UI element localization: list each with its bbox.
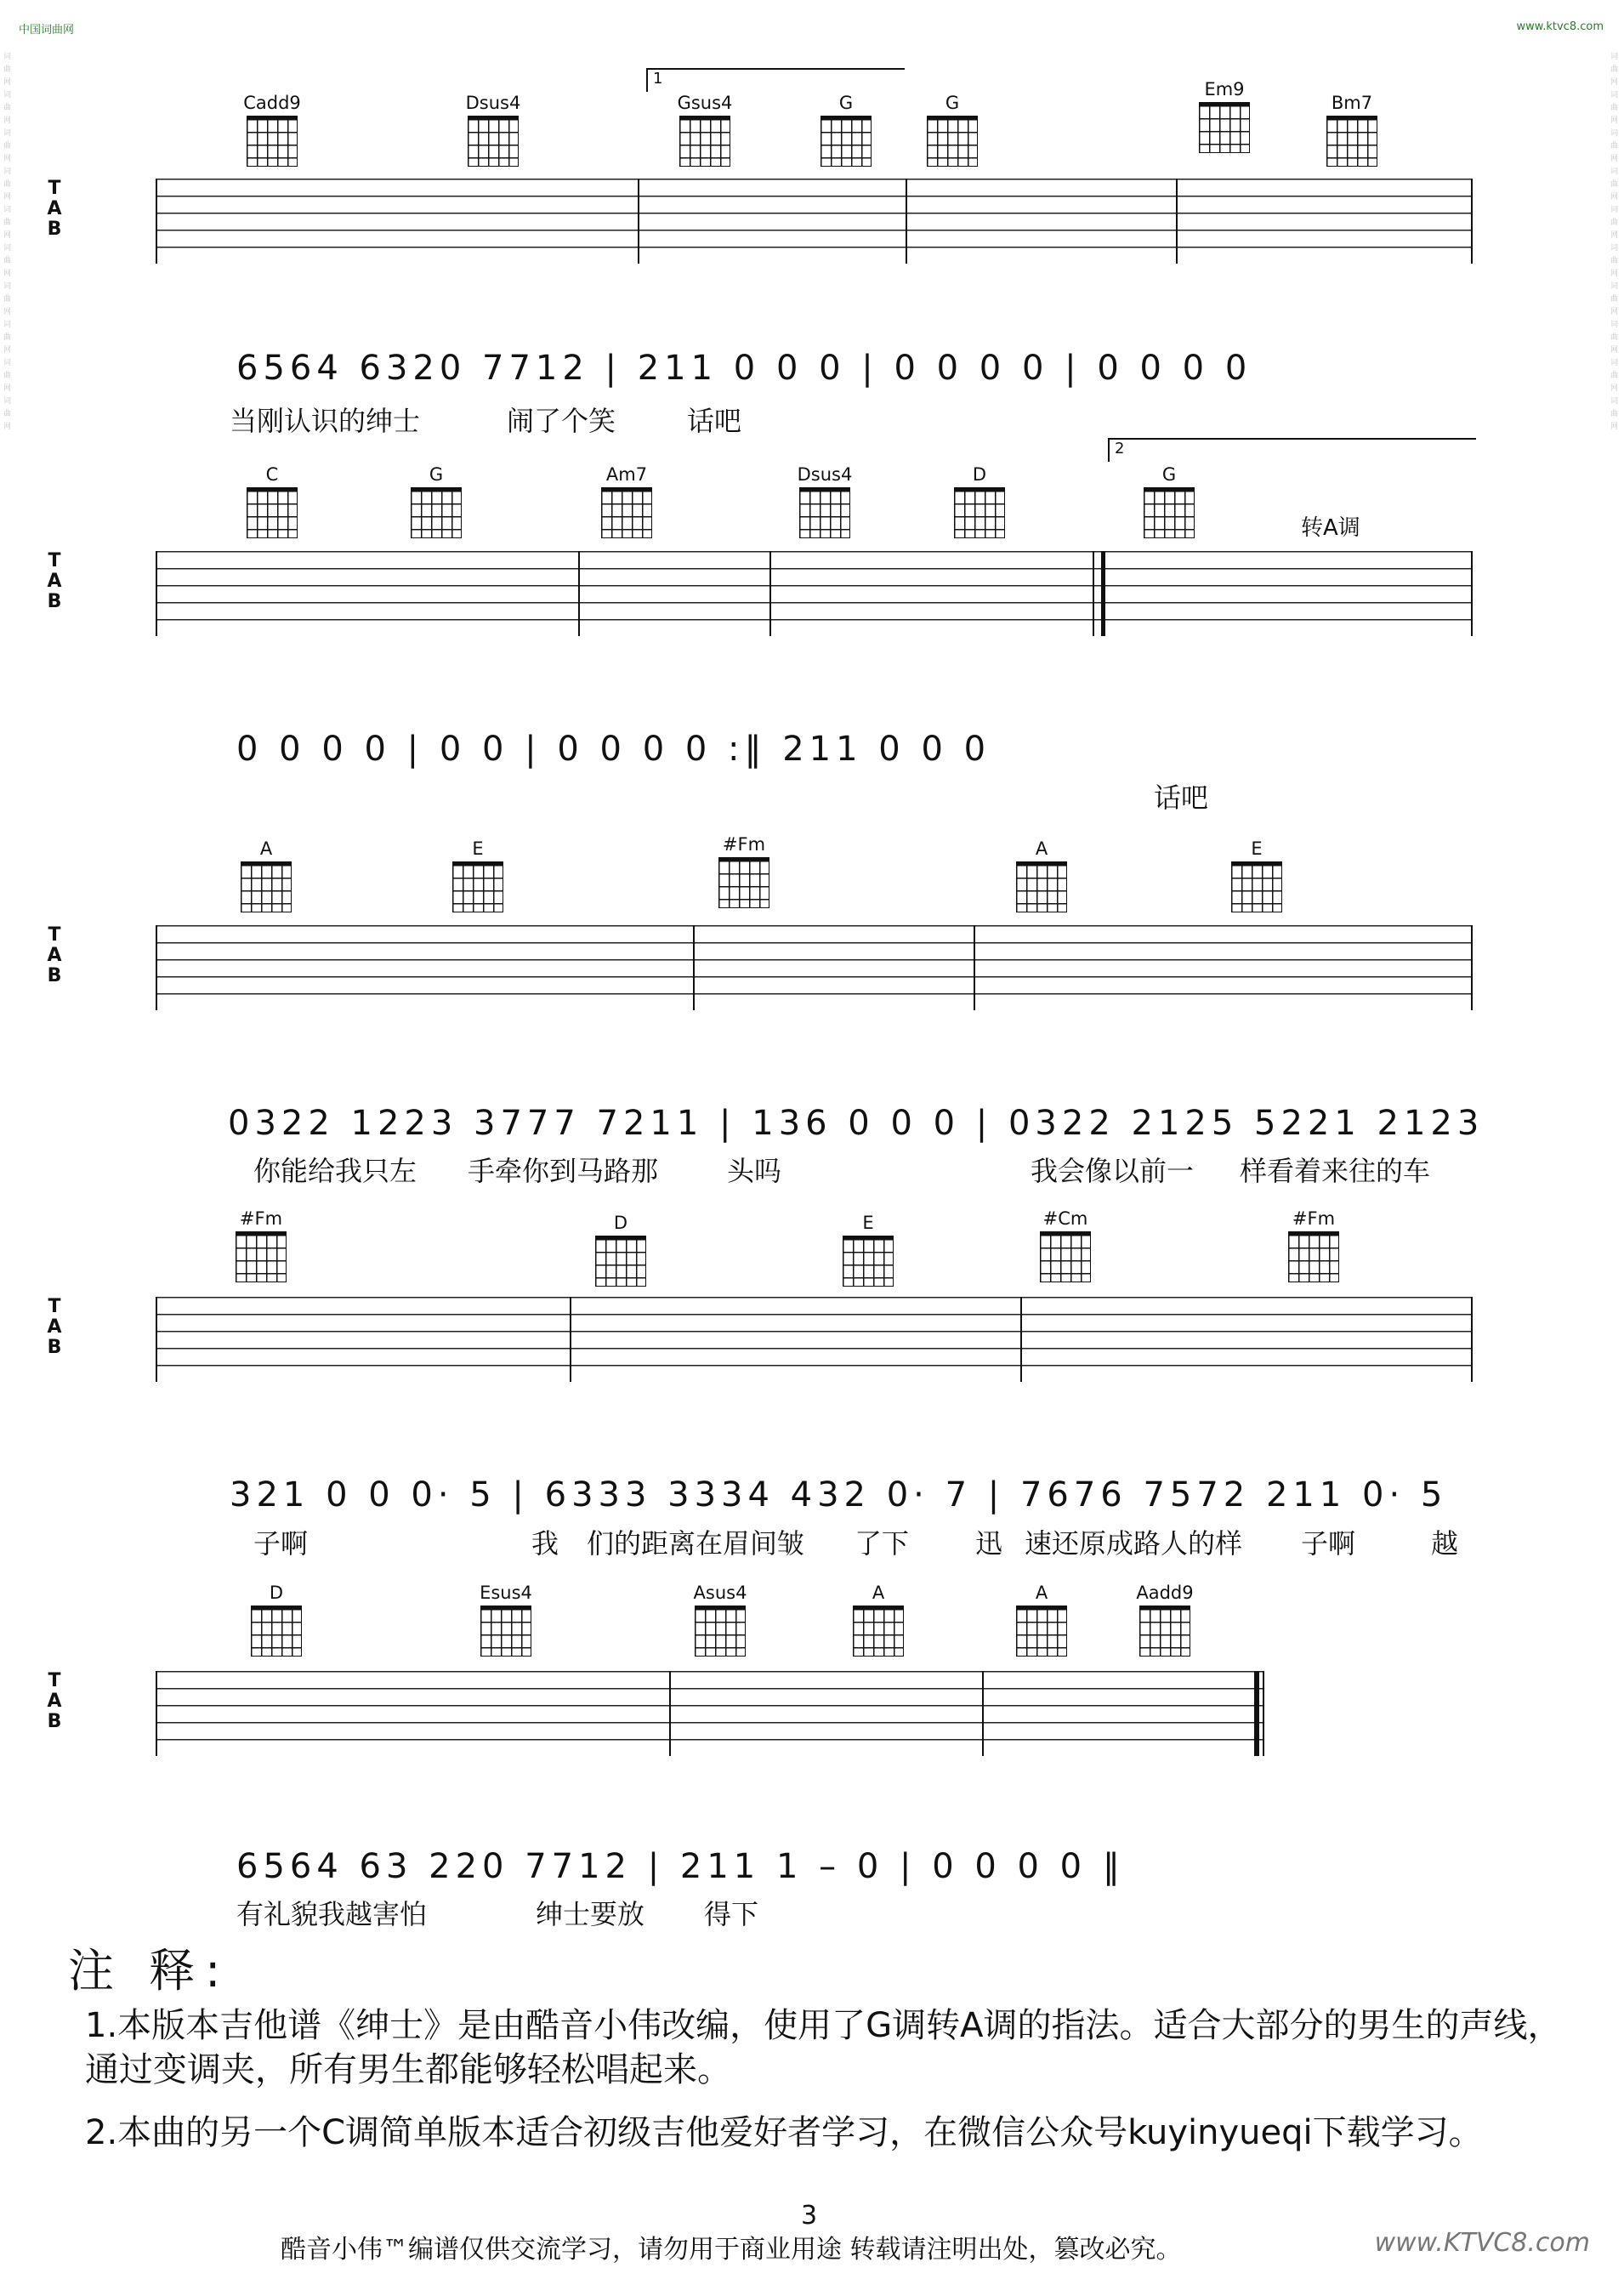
chord-name: E	[862, 1213, 874, 1233]
fretboard-grid	[954, 487, 1005, 538]
lyric: 样看着来往的车	[1240, 1155, 1431, 1187]
barline	[906, 179, 907, 264]
chord-name: G	[945, 93, 960, 113]
lyric: 闹了个笑	[507, 405, 616, 437]
chord-name: A	[259, 838, 273, 859]
tab-staff	[156, 1297, 1473, 1382]
volta-bracket-2: 2	[1108, 438, 1476, 462]
lyric: 你能给我只左	[253, 1155, 417, 1187]
site-logo: www.KTVC8.com	[1374, 2228, 1590, 2258]
fretboard-grid	[1144, 487, 1195, 538]
final-barline	[1254, 1671, 1259, 1756]
lyric: 得下	[704, 1898, 759, 1930]
fretboard-grid	[1199, 102, 1250, 153]
margin-watermark-right: 词曲网词曲网词曲网词曲网词曲网词曲网词曲网词曲网词曲网词曲网	[1610, 53, 1619, 431]
notes-heading: 注 释:	[68, 1944, 231, 1998]
chord-diagram	[1012, 1582, 1071, 1657]
lyric: 话吧	[687, 405, 742, 437]
chord-diagram	[406, 463, 466, 538]
chord-name: A	[1035, 1583, 1048, 1603]
chord-diagram	[849, 1582, 908, 1657]
chord-diagram	[231, 1208, 291, 1282]
chord-name: Dsus4	[465, 93, 521, 113]
chord-name: G	[1161, 464, 1177, 485]
numbered-notation: 0322 1223 3777 7211 | 136 0 0 0 | 0322 2125 5221 2123	[228, 1104, 1485, 1143]
barline	[578, 551, 580, 636]
chord-name: Asus4	[693, 1583, 747, 1603]
chord-diagram	[247, 1582, 306, 1657]
tab-clef: T A B	[47, 1296, 62, 1358]
site-name-left: 中国词曲网	[19, 24, 75, 37]
page-number: 3	[801, 2201, 818, 2231]
repeat-barline	[1093, 551, 1094, 636]
fretboard-grid	[411, 487, 462, 538]
barline	[982, 1671, 984, 1756]
fretboard-grid	[601, 487, 652, 538]
chord-diagram	[714, 833, 774, 908]
tab-staff	[156, 179, 1473, 264]
chord-name: #Fm	[239, 1208, 283, 1229]
lyric: 们的距离在眉间皱	[587, 1527, 805, 1560]
fretboard-grid	[695, 1606, 746, 1657]
chord-diagram	[591, 1212, 650, 1287]
lyric: 我会像以前一	[1031, 1155, 1195, 1187]
lyric: 子啊	[1301, 1527, 1356, 1560]
lyric: 迅	[975, 1527, 1003, 1560]
lyric: 子啊	[253, 1527, 309, 1560]
fretboard-grid	[679, 116, 730, 167]
tab-staff	[156, 551, 1473, 636]
lyric: 了下	[855, 1527, 910, 1560]
chord-name: A	[872, 1583, 885, 1603]
chord-name: D	[269, 1583, 284, 1603]
chord-diagram	[690, 1582, 750, 1657]
barline	[974, 925, 975, 1010]
chord-diagram	[816, 92, 876, 167]
chord-name: Cadd9	[243, 93, 301, 113]
chord-name: E	[1251, 838, 1263, 859]
lyric: 手牵你到马路那	[468, 1155, 659, 1187]
chord-name: Em9	[1204, 79, 1245, 99]
chord-diagram	[1227, 838, 1286, 912]
chord-name: G	[838, 93, 854, 113]
chord-diagram	[950, 463, 1009, 538]
chord-diagram	[1012, 838, 1071, 912]
note-item: 2.本曲的另一个C调简单版本适合初级吉他爱好者学习，在微信公众号kuyinyueqi下载学习。	[85, 2113, 1483, 2152]
chord-name: #Cm	[1042, 1208, 1088, 1229]
fretboard-grid	[247, 116, 298, 167]
chord-diagram	[236, 838, 296, 912]
lyric: 头吗	[727, 1155, 782, 1187]
fretboard-grid	[1288, 1231, 1339, 1282]
barline	[1176, 179, 1178, 264]
chord-name: Dsus4	[797, 464, 853, 485]
fretboard-grid	[853, 1606, 904, 1657]
lyric: 速还原成路人的样	[1025, 1527, 1243, 1560]
tab-clef: T A B	[47, 1670, 62, 1732]
chord-diagram	[675, 92, 735, 167]
numbered-notation: 0 0 0 0 | 0 0 | 0 0 0 0 :‖ 211 0 0 0	[236, 730, 991, 769]
barline	[669, 1671, 671, 1756]
chord-name: Aadd9	[1136, 1583, 1194, 1603]
numbered-notation: 6564 63 220 7712 | 211 1 – 0 | 0 0 0 0 ‖	[236, 1847, 1125, 1886]
chord-diagram	[476, 1582, 536, 1657]
chord-diagram	[1195, 78, 1254, 153]
chord-name: G	[429, 464, 444, 485]
lyric: 话吧	[1154, 781, 1209, 814]
fretboard-grid	[1326, 116, 1377, 167]
chord-name: A	[1035, 838, 1048, 859]
chord-diagram	[597, 463, 656, 538]
fretboard-grid	[480, 1606, 531, 1657]
fretboard-grid	[799, 487, 850, 538]
barline	[1020, 1297, 1022, 1382]
chord-diagram	[838, 1212, 898, 1287]
chord-diagram	[463, 92, 523, 167]
chord-diagram	[1135, 1582, 1195, 1657]
fretboard-grid	[247, 487, 298, 538]
copyright-footer: 酷音小伟™编谱仅供交流学习，请勿用于商业用途 转载请注明出处，篡改必究。	[281, 2235, 1182, 2265]
site-url-right: www.ktvc8.com	[1516, 20, 1604, 33]
fretboard-grid	[1040, 1231, 1091, 1282]
chord-name: #Fm	[1292, 1208, 1336, 1229]
chord-name: Am7	[605, 464, 648, 485]
fretboard-grid	[1016, 861, 1067, 912]
fretboard-grid	[927, 116, 978, 167]
numbered-notation: 6564 6320 7712 | 211 0 0 0 | 0 0 0 0 | 0 0 0 0	[236, 349, 1252, 388]
chord-diagram	[1036, 1208, 1095, 1282]
chord-diagram	[242, 463, 302, 538]
tab-staff	[156, 1671, 1264, 1756]
chord-diagram	[795, 463, 855, 538]
fretboard-grid	[718, 857, 769, 908]
lyric: 有礼貌我越害怕	[236, 1898, 428, 1930]
chord-name: #Fm	[722, 834, 766, 855]
fretboard-grid	[595, 1236, 646, 1287]
chord-name: Bm7	[1331, 93, 1373, 113]
fretboard-grid	[1016, 1606, 1067, 1657]
chord-name: C	[265, 464, 279, 485]
key-change-annotation: 转A调	[1301, 515, 1360, 541]
chord-diagram	[1139, 463, 1199, 538]
fretboard-grid	[251, 1606, 302, 1657]
fretboard-grid	[468, 116, 519, 167]
chord-name: Esus4	[480, 1583, 532, 1603]
fretboard-grid	[241, 861, 292, 912]
chord-name: E	[472, 838, 484, 859]
lyric: 我	[531, 1527, 559, 1560]
lyric: 绅士要放	[536, 1898, 645, 1930]
tab-clef: T A B	[47, 550, 62, 612]
tab-staff	[156, 925, 1473, 1010]
tab-clef: T A B	[47, 924, 62, 986]
fretboard-grid	[236, 1231, 287, 1282]
chord-diagram	[923, 92, 982, 167]
fretboard-grid	[843, 1236, 894, 1287]
barline	[693, 925, 695, 1010]
fretboard-grid	[452, 861, 503, 912]
tab-clef: T A B	[47, 178, 62, 240]
fretboard-grid	[821, 116, 872, 167]
lyric: 越	[1431, 1527, 1459, 1560]
numbered-notation: 321 0 0 0· 5 | 6333 3334 432 0· 7 | 7676 7572 211 0· 5	[230, 1475, 1448, 1515]
note-item: 1.本版本吉他谱《绅士》是由酷音小伟改编，使用了G调转A调的指法。适合大部分的男生的声线，通过变调夹，所有男生都能够轻松唱起来。	[85, 2006, 1562, 2089]
margin-watermark-left: 词曲网词曲网词曲网词曲网词曲网词曲网词曲网词曲网词曲网词曲网	[3, 53, 12, 431]
fretboard-grid	[1139, 1606, 1190, 1657]
chord-diagram	[448, 838, 508, 912]
volta-bracket-1: 1	[646, 68, 905, 92]
lyric: 当刚认识的绅士	[230, 405, 421, 437]
repeat-barline-thick	[1101, 551, 1105, 636]
fretboard-grid	[1231, 861, 1282, 912]
chord-name: D	[972, 464, 987, 485]
chord-name: Gsus4	[677, 93, 733, 113]
barline	[769, 551, 771, 636]
barline	[570, 1297, 571, 1382]
chord-diagram	[1322, 92, 1382, 167]
barline	[638, 179, 639, 264]
chord-diagram	[242, 92, 302, 167]
chord-diagram	[1284, 1208, 1343, 1282]
chord-name: D	[613, 1213, 628, 1233]
